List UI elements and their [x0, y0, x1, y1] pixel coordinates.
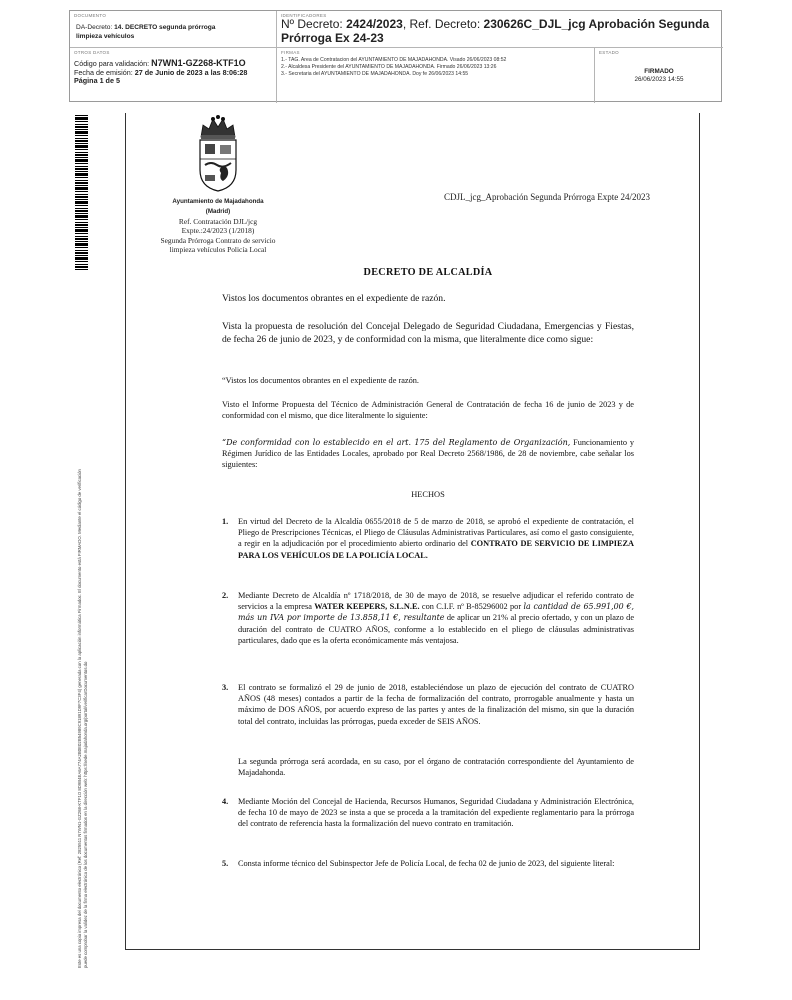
estado-text — [595, 68, 723, 84]
firma-item: 1.- TAG. Area de Contratacion del AYUNTAMIENTO DE MAJADAHONDA. Visado 26/06/2023 08:52 — [281, 57, 507, 63]
paragraph: “Vistos los documentos obrantes en el expediente de razón. — [222, 376, 419, 385]
ayuntamiento-name — [140, 197, 296, 207]
item-text-extra: La segunda prórroga será acordada, en su caso, por el órgano de contratación correspondiente del Ayuntamiento de Majadahonda. — [238, 757, 634, 778]
reference-code: CDJL_jcg_Aprobación Segunda Prórroga Expte 24/2023 — [444, 192, 650, 202]
ref-line: Segunda Prórroga Contrato de servicio — [160, 235, 276, 245]
documento-line1: DA-Decreto: — [76, 24, 115, 31]
ayuntamiento-label: Ayuntamiento de Majadahonda — [172, 198, 264, 205]
fecha-prefix: Fecha de emisión: — [74, 67, 135, 77]
item-number: 5. — [222, 859, 229, 868]
item-text: Consta informe técnico del Subinspector Jefe de Policía Local, de fecha 02 de junio de 2023, del siguiente literal: — [238, 859, 615, 868]
ref-line: limpieza vehículos Policía Local — [169, 245, 267, 255]
ident-ref: 230626C_DJL_jcg Aprobación Segunda Prórroga Ex 24-23 — [281, 17, 710, 45]
ref-line: Expte.:24/2023 (1/2018) — [181, 226, 255, 236]
identificadores-label: IDENTIFICADORES — [281, 13, 327, 18]
item-number: 2. — [222, 591, 229, 600]
identificadores-text — [281, 18, 721, 45]
item-text-c: con C.I.F. nº B-85296002 por — [419, 602, 524, 612]
documento-cell — [70, 11, 277, 48]
item-text-a: Mediante Decreto de Alcaldía nº 1718/2018, de 30 de mayo de 2018, se resuelve adjudicar el referido contrato de servicios a la empresa — [238, 591, 634, 612]
codigo-prefix: Código para validación: — [74, 59, 152, 68]
otros-datos-cell — [70, 48, 277, 103]
documento-label: DOCUMENTO — [74, 13, 107, 18]
ident-prefix: Nº Decreto: — [281, 17, 347, 31]
item-text-b: CONTRATO DE SERVICIO DE LIMPIEZA PARA LOS VEHÍCULOS DE LA POLICÍA LOCAL. — [238, 539, 635, 560]
firma-item: 2.- Alcaldesa Presidente del AYUNTAMIENTO DE MAJADAHONDA. Firmado 26/06/2023 13:26 — [281, 63, 497, 70]
item-text-a: En virtud del Decreto de la Alcaldía 0655/2018 de 5 de marzo de 2018, se aprobó el expediente de contratación, el Pliego de Prescripciones Técnicas, el Pliego de Cláusulas Administrativas Particulares, así como el gasto consiguiente, a regir en la adjudicación por el procedimiento abierto ordinario del — [238, 517, 634, 549]
firmas-list — [281, 57, 593, 77]
codigo-validacion[interactable]: N7WN1-GZ268-KTF1O — [151, 58, 246, 68]
otros-text — [74, 59, 274, 86]
paragraph: Vista la propuesta de resolución del Concejal Delegado de Seguridad Ciudadana, Emergencias y Fiestas, de fecha 26 de junio de 2023, y de conformidad con la misma, que literalmente dice como sigue: — [222, 321, 634, 345]
item-text: El contrato se formalizó el 29 de junio de 2018, estableciéndose un plazo de ejecución del contrato de CUATRO AÑOS (48 meses) contados a partir de la fecha de formalización del contrato, prorrogable anualmente y hasta un máximo de DOS AÑOS, por acuerdo expreso de las partes y antes de la finalización del mismo, sin que la duración total del contrato, incluidas las prórrogas, pueda exceder de SEIS AÑOS. — [238, 683, 634, 726]
estado-cell — [595, 48, 723, 103]
paragraph: Visto el Informe Propuesta del Técnico de Administración General de Contratación de fecha 16 de junio de 2023 y de conformidad con el mismo, que dice literalmente lo siguiente: — [222, 400, 634, 421]
verification-margin-text — [77, 278, 88, 968]
paragraph: Vistos los documentos obrantes en el expediente de razón. — [222, 293, 446, 304]
estado-fecha: 26/06/2023 14:55 — [634, 75, 684, 83]
item-number: 3. — [222, 683, 229, 692]
documento-bold: 14. DECRETO segunda prórroga — [114, 24, 216, 31]
fecha-emision: 27 de Junio de 2023 a las 8:06:28 — [134, 67, 248, 77]
coat-of-arms-icon — [193, 115, 243, 193]
item-number: 4. — [222, 797, 229, 806]
provincia: (Madrid) — [205, 208, 231, 215]
ident-num: 2424/2023 — [346, 17, 403, 31]
estado-label: ESTADO — [599, 50, 619, 55]
estado-value: FIRMADO — [644, 68, 674, 75]
documento-text — [76, 24, 272, 41]
section-heading-hechos: HECHOS — [411, 490, 445, 499]
item-text: Mediante Moción del Concejal de Hacienda, Recursos Humanos, Seguridad Ciudadana y Administración Electrónica, de fecha 10 de mayo de 2023 se insta a que se proceda a la tramitación del expediente reglamentario para la prórroga del contrato de referencia hasta la formalización del nuevo contrato en tramitación. — [238, 797, 634, 829]
firma-item: 3.- Secretaria del AYUNTAMIENTO DE MAJADAHONDA. Doy fe 26/06/2023 14:55 — [281, 70, 469, 77]
documento-line2: limpieza vehículos — [76, 32, 135, 40]
margin-line: puede comprobar la validez de la firma electrónica de los documentos firmados en la dirección web: https://sede.majadahonda.org/portal/verificarDocumentos.do — [82, 661, 88, 968]
otros-label: OTROS DATOS — [74, 50, 110, 55]
item-text — [238, 516, 634, 561]
letterhead-refs — [140, 208, 296, 255]
ref-line: Ref. Contratación DJL/jcg — [178, 216, 258, 226]
document-header — [69, 10, 722, 102]
item-number: 1. — [222, 517, 229, 526]
page-title: DECRETO DE ALCALDÍA — [363, 267, 493, 278]
item-text-italic: la cantidad de 65.991,00 €, más un IVA por importe de 13.858,11 €, resultante — [238, 602, 634, 623]
quote-italic: “De conformidad con lo establecido en el art. 175 del Reglamento de Organización, — [222, 438, 571, 447]
barcode-image — [75, 114, 88, 270]
quote-rest: Funcionamiento y Régimen Jurídico de las Entidades Locales, aprobado por Real Decreto 2568/1986, de 28 de noviembre, cabe señalar los siguientes: — [222, 438, 634, 470]
item-text-b: WATER KEEPERS, S.L.N.E. — [314, 602, 420, 612]
firmas-label: FIRMAS — [281, 50, 300, 55]
identificadores-cell — [277, 11, 723, 48]
pagina-indicator: Página 1 de 5 — [74, 76, 120, 86]
firmas-cell — [277, 48, 595, 103]
paragraph — [222, 437, 634, 471]
margin-line: Este es una copia impresa del documento electrónico (Ref: 2825511 N7WN1-GZ268-KTF1O 8D9B4EA6A774A2B0E02B54989C91891D9F7C3F4) generada con la aplicación informática Firmadoc. El documento está FIRMADO. Mediante el código de verificación — [77, 469, 82, 968]
ident-mid: , Ref. Decreto: — [402, 17, 484, 31]
item-text-d: de aplicar un 21% al precio ofertado, y con un plazo de duración del contrato de CUATRO AÑOS, conforme a lo establecido en el pliego de cláusulas administrativas particulares, dado que es la oferta económicamente más ventajosa. — [238, 613, 634, 645]
item-text — [238, 590, 634, 646]
